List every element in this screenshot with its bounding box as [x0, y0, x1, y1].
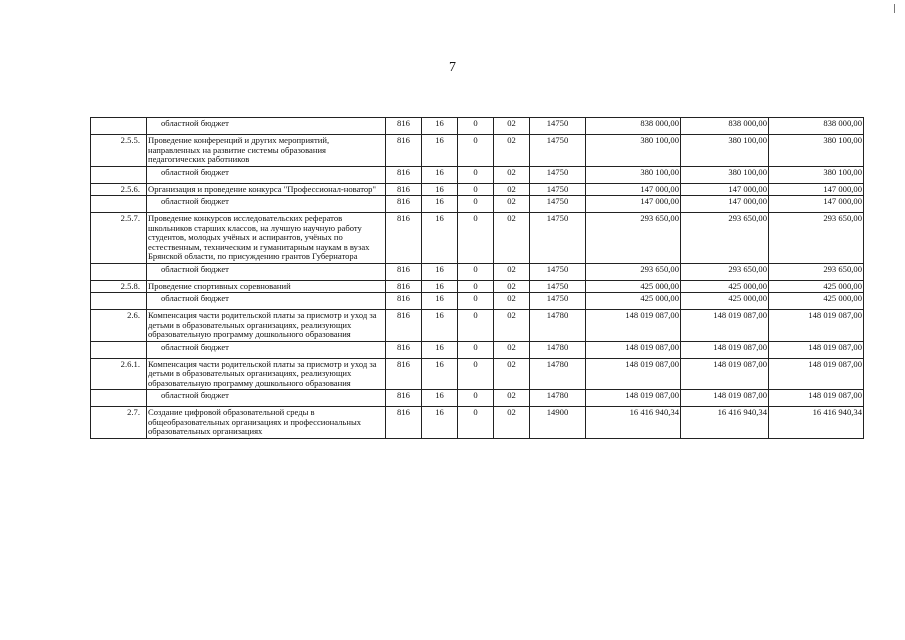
amount-year-3: 425 000,00: [769, 280, 864, 293]
budget-table: [90, 117, 864, 439]
direction-code: 14750: [530, 293, 586, 310]
subsection-code: 0: [458, 390, 494, 407]
amount-year-1: 838 000,00: [586, 118, 681, 135]
section-code: 16: [422, 358, 458, 390]
direction-code: 14750: [530, 135, 586, 167]
ministry-code: 816: [386, 166, 422, 183]
amount-year-3: 148 019 087,00: [769, 358, 864, 390]
program-code: 02: [494, 183, 530, 196]
subsection-code: 0: [458, 135, 494, 167]
program-code: 02: [494, 407, 530, 439]
item-description: Проведение конференций и других мероприятий, направленных на развитие системы образования педагогических работников: [147, 135, 386, 167]
amount-year-2: 16 416 940,34: [681, 407, 769, 439]
item-description: областной бюджет: [147, 390, 386, 407]
amount-year-1: 148 019 087,00: [586, 358, 681, 390]
section-code: 16: [422, 118, 458, 135]
item-code: 2.5.5.: [91, 135, 147, 167]
amount-year-3: 148 019 087,00: [769, 310, 864, 342]
amount-year-1: 148 019 087,00: [586, 390, 681, 407]
table-row: [91, 407, 864, 439]
amount-year-3: 16 416 940,34: [769, 407, 864, 439]
amount-year-3: 293 650,00: [769, 263, 864, 280]
program-code: 02: [494, 118, 530, 135]
program-code: 02: [494, 390, 530, 407]
direction-code: 14900: [530, 407, 586, 439]
section-code: 16: [422, 213, 458, 264]
table-row: [91, 280, 864, 293]
ministry-code: 816: [386, 183, 422, 196]
ministry-code: 816: [386, 358, 422, 390]
amount-year-3: 148 019 087,00: [769, 390, 864, 407]
section-code: 16: [422, 183, 458, 196]
item-code: [91, 341, 147, 358]
amount-year-2: 380 100,00: [681, 135, 769, 167]
section-code: 16: [422, 166, 458, 183]
direction-code: 14750: [530, 118, 586, 135]
item-description: Организация и проведение конкурса "Профессионал-новатор": [147, 183, 386, 196]
subsection-code: 0: [458, 263, 494, 280]
page-number: 7: [449, 60, 456, 75]
section-code: 16: [422, 407, 458, 439]
section-code: 16: [422, 390, 458, 407]
program-code: 02: [494, 263, 530, 280]
budget-source-row: [91, 341, 864, 358]
budget-source-row: [91, 390, 864, 407]
amount-year-3: 148 019 087,00: [769, 341, 864, 358]
table-row: [91, 358, 864, 390]
item-description: областной бюджет: [147, 341, 386, 358]
amount-year-3: 838 000,00: [769, 118, 864, 135]
subsection-code: 0: [458, 407, 494, 439]
amount-year-2: 148 019 087,00: [681, 358, 769, 390]
table-row: [91, 135, 864, 167]
amount-year-2: 148 019 087,00: [681, 341, 769, 358]
amount-year-2: 147 000,00: [681, 183, 769, 196]
section-code: 16: [422, 263, 458, 280]
item-description: областной бюджет: [147, 263, 386, 280]
section-code: 16: [422, 135, 458, 167]
item-code: [91, 390, 147, 407]
ministry-code: 816: [386, 293, 422, 310]
amount-year-1: 147 000,00: [586, 196, 681, 213]
item-code: 2.5.7.: [91, 213, 147, 264]
program-code: 02: [494, 166, 530, 183]
amount-year-3: 425 000,00: [769, 293, 864, 310]
program-code: 02: [494, 213, 530, 264]
amount-year-2: 148 019 087,00: [681, 310, 769, 342]
program-code: 02: [494, 341, 530, 358]
amount-year-2: 293 650,00: [681, 263, 769, 280]
amount-year-3: 293 650,00: [769, 213, 864, 264]
direction-code: 14750: [530, 213, 586, 264]
program-code: 02: [494, 293, 530, 310]
amount-year-2: 838 000,00: [681, 118, 769, 135]
amount-year-1: 425 000,00: [586, 293, 681, 310]
item-code: [91, 293, 147, 310]
item-description: областной бюджет: [147, 196, 386, 213]
program-code: 02: [494, 196, 530, 213]
item-code: 2.7.: [91, 407, 147, 439]
item-code: [91, 166, 147, 183]
direction-code: 14750: [530, 196, 586, 213]
amount-year-2: 147 000,00: [681, 196, 769, 213]
ministry-code: 816: [386, 213, 422, 264]
ministry-code: 816: [386, 263, 422, 280]
amount-year-3: 147 000,00: [769, 183, 864, 196]
direction-code: 14780: [530, 341, 586, 358]
amount-year-2: 380 100,00: [681, 166, 769, 183]
ministry-code: 816: [386, 135, 422, 167]
subsection-code: 0: [458, 358, 494, 390]
ministry-code: 816: [386, 280, 422, 293]
subsection-code: 0: [458, 341, 494, 358]
ministry-code: 816: [386, 407, 422, 439]
amount-year-1: 293 650,00: [586, 213, 681, 264]
item-description: Компенсация части родительской платы за присмотр и уход за детьми в образовательных организациях, реализующих образовательную программу дошкольного образования: [147, 310, 386, 342]
section-code: 16: [422, 341, 458, 358]
direction-code: 14750: [530, 166, 586, 183]
direction-code: 14750: [530, 263, 586, 280]
budget-source-row: [91, 263, 864, 280]
amount-year-2: 425 000,00: [681, 293, 769, 310]
item-code: 2.6.1.: [91, 358, 147, 390]
program-code: 02: [494, 135, 530, 167]
item-code: [91, 263, 147, 280]
section-code: 16: [422, 310, 458, 342]
ministry-code: 816: [386, 341, 422, 358]
direction-code: 14750: [530, 183, 586, 196]
budget-source-row: [91, 166, 864, 183]
section-code: 16: [422, 196, 458, 213]
amount-year-2: 293 650,00: [681, 213, 769, 264]
amount-year-1: 148 019 087,00: [586, 341, 681, 358]
amount-year-1: 380 100,00: [586, 166, 681, 183]
subsection-code: 0: [458, 196, 494, 213]
direction-code: 14780: [530, 310, 586, 342]
item-description: областной бюджет: [147, 293, 386, 310]
item-description: Компенсация части родительской платы за присмотр и уход за детьми в образовательных организациях, реализующих образовательную программу дошкольного образования: [147, 358, 386, 390]
amount-year-1: 293 650,00: [586, 263, 681, 280]
ministry-code: 816: [386, 390, 422, 407]
amount-year-1: 147 000,00: [586, 183, 681, 196]
item-description: областной бюджет: [147, 118, 386, 135]
subsection-code: 0: [458, 118, 494, 135]
subsection-code: 0: [458, 280, 494, 293]
item-code: [91, 196, 147, 213]
amount-year-3: 380 100,00: [769, 135, 864, 167]
ministry-code: 816: [386, 196, 422, 213]
section-code: 16: [422, 280, 458, 293]
amount-year-1: 148 019 087,00: [586, 310, 681, 342]
item-code: 2.5.6.: [91, 183, 147, 196]
ministry-code: 816: [386, 310, 422, 342]
subsection-code: 0: [458, 310, 494, 342]
amount-year-1: 380 100,00: [586, 135, 681, 167]
table-row: [91, 183, 864, 196]
program-code: 02: [494, 280, 530, 293]
direction-code: 14750: [530, 280, 586, 293]
item-description: Создание цифровой образовательной среды в общеобразовательных организациях и профессиональных образовательных организациях: [147, 407, 386, 439]
subsection-code: 0: [458, 213, 494, 264]
budget-source-row: [91, 196, 864, 213]
subsection-code: 0: [458, 293, 494, 310]
budget-source-row: [91, 118, 864, 135]
item-description: Проведение спортивных соревнований: [147, 280, 386, 293]
item-description: Проведение конкурсов исследовательских рефератов школьников старших классов, на лучшую научную работу студентов, молодых учёных и аспирантов, учёных по естественным, техническим и гуманитарным наукам в вузах Брянской области, по присуждению грантов Губернатора: [147, 213, 386, 264]
section-code: 16: [422, 293, 458, 310]
item-code: 2.6.: [91, 310, 147, 342]
budget-source-row: [91, 293, 864, 310]
amount-year-1: 16 416 940,34: [586, 407, 681, 439]
amount-year-1: 425 000,00: [586, 280, 681, 293]
item-code: 2.5.8.: [91, 280, 147, 293]
subsection-code: 0: [458, 166, 494, 183]
direction-code: 14780: [530, 390, 586, 407]
item-description: областной бюджет: [147, 166, 386, 183]
table-row: [91, 310, 864, 342]
direction-code: 14780: [530, 358, 586, 390]
amount-year-2: 148 019 087,00: [681, 390, 769, 407]
program-code: 02: [494, 358, 530, 390]
table-row: [91, 213, 864, 264]
amount-year-3: 380 100,00: [769, 166, 864, 183]
item-code: [91, 118, 147, 135]
program-code: 02: [494, 310, 530, 342]
amount-year-2: 425 000,00: [681, 280, 769, 293]
amount-year-3: 147 000,00: [769, 196, 864, 213]
ministry-code: 816: [386, 118, 422, 135]
subsection-code: 0: [458, 183, 494, 196]
page-edge-mark: [894, 4, 895, 13]
